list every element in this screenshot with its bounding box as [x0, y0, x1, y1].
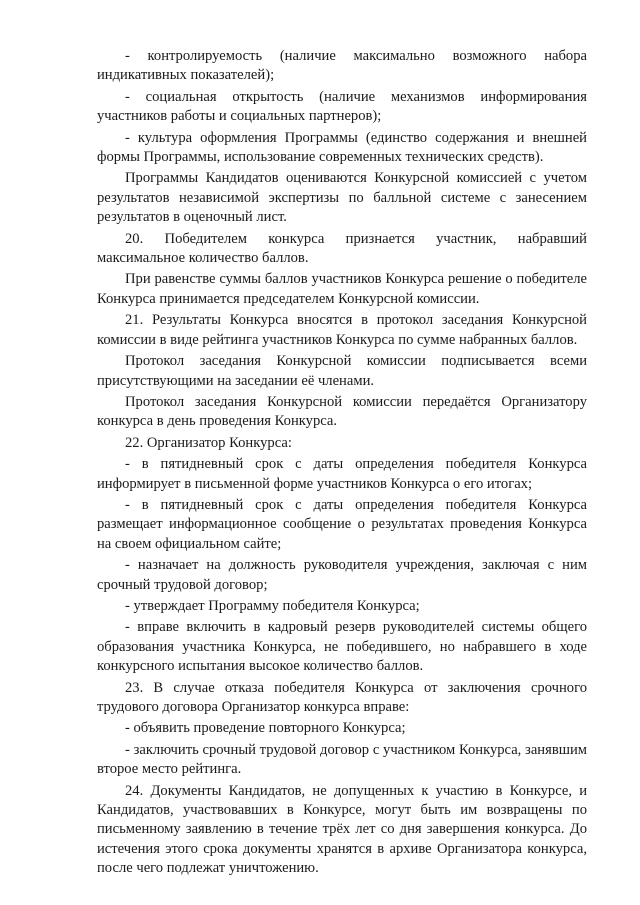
document-body: [97, 47, 587, 881]
paragraph-item-21: 21. Результаты Конкурса вносятся в протокол заседания Конкурсной комиссии в виде рейтинга участников Конкурса по сумме набранных баллов.: [97, 312, 587, 348]
paragraph-repeat-contest: - объявить проведение повторного Конкурса;: [125, 720, 406, 737]
paragraph-second-place-contract: - заключить срочный трудовой договор с участником Конкурса, занявшим второе место рейтинга.: [97, 741, 587, 778]
paragraph-item-24: 24. Документы Кандидатов, не допущенных к участию в Конкурсе, и Кандидатов, участвовавших в Конкурсе, могут быть им возвращены по письменному заявлению в течение трёх лет со дня завершения конкурса. До истечения этого срока документы хранятся в архиве Организатора конкурса, после чего подлежат уничтожению.: [97, 782, 587, 877]
paragraph-protocol-transfer: Протокол заседания Конкурсной комиссии передаётся Организатору конкурса в день проведения Конкурса.: [97, 393, 587, 430]
paragraph-item-22: 22. Организатор Конкурса:: [125, 434, 292, 451]
paragraph-inform-participants: - в пятидневный срок с даты определения победителя Конкурса информирует в письменной форме участников Конкурса о его итогах;: [97, 456, 587, 492]
paragraph-program-culture: - культура оформления Программы (единство содержания и внешней формы Программы, использование современных технических средств).: [97, 129, 587, 166]
paragraph-item-20: 20. Победителем конкурса признается участник, набравший максимальное количество баллов.: [97, 230, 587, 267]
paragraph-evaluation: Программы Кандидатов оцениваются Конкурсной комиссией с учетом результатов независимой экспертизы по балльной системе с занесением результатов в оценочный лист.: [97, 170, 587, 226]
paragraph-appoint-head: - назначает на должность руководителя учреждения, заключая с ним срочный трудовой договор;: [97, 557, 587, 593]
paragraph-social-openness: - социальная открытость (наличие механизмов информирования участников работы и социальных партнеров);: [97, 88, 587, 125]
paragraph-personnel-reserve: - вправе включить в кадровый резерв руководителей системы общего образования участника Конкурса, не победившего, но набравшего в ходе конкурсного испытания высокое количество баллов.: [97, 619, 587, 675]
paragraph-protocol-signing: Протокол заседания Конкурсной комиссии подписывается всеми присутствующими на заседании её членами.: [97, 353, 587, 389]
paragraph-item-23: 23. В случае отказа победителя Конкурса от заключения срочного трудового договора Организатор конкурса вправе:: [97, 679, 587, 715]
paragraph-approve-program: - утверждает Программу победителя Конкурса;: [125, 597, 420, 614]
paragraph-controllability: - контролируемость (наличие максимально возможного набора индикативных показателей);: [97, 48, 587, 84]
paragraph-tie-rule: При равенстве суммы баллов участников Конкурса решение о победителе Конкурса принимается председателем Конкурсной комиссии.: [97, 271, 587, 307]
paragraph-publish-results: - в пятидневный срок с даты определения победителя Конкурса размещает информационное сообщение о результатах проведения Конкурса на своем официальном сайте;: [97, 496, 587, 552]
